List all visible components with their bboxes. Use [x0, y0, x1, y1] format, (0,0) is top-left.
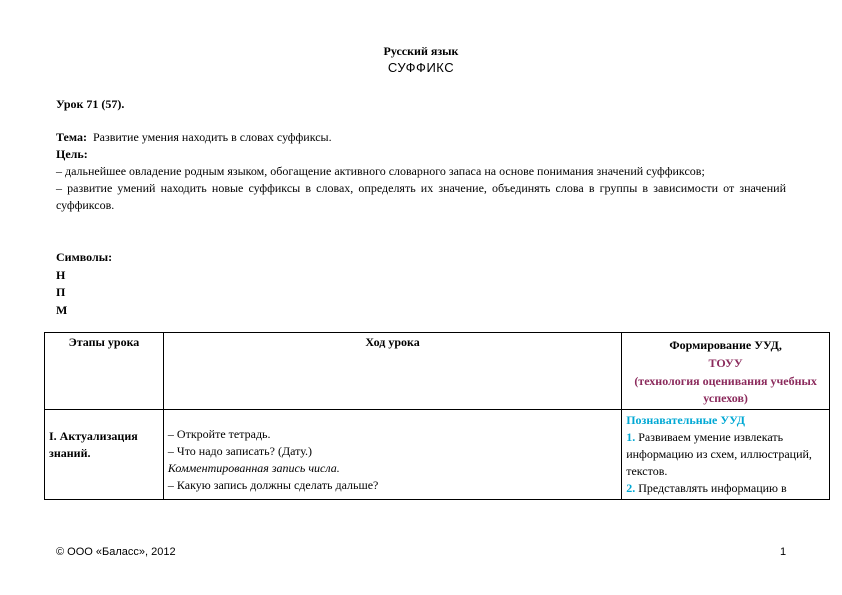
table-row: [45, 410, 830, 500]
course-line-2: – Что надо записать? (Дату.): [167, 444, 313, 458]
subject-title: Русский язык: [383, 44, 459, 58]
symbols-block: [56, 249, 112, 319]
header-toyy: ТОУУ: [708, 356, 743, 370]
uud-item-1: [626, 429, 825, 480]
goal-label: Цель:: [56, 147, 88, 161]
lesson-table: [44, 332, 830, 500]
theme-label: Тема:: [56, 130, 87, 144]
uud-item-1-num: 1.: [626, 430, 636, 444]
title-block: [0, 43, 842, 76]
uud-cell: [622, 410, 830, 500]
goal-item-2: – развитие умений находить новые суффиксы в словах, определять их значение, объединять слова в группы в зависимости от значений суффиксов.: [56, 181, 786, 212]
symbol-n: Н: [56, 267, 66, 282]
theme-value: Развитие умения находить в словах суффиксы.: [92, 130, 332, 144]
header-course: Ход урока: [163, 333, 621, 410]
course-line-1: – Откройте тетрадь.: [167, 427, 271, 441]
uud-item-2-text: Представлять информацию в: [638, 481, 787, 495]
uud-item-2-num: 2.: [626, 481, 636, 495]
symbol-m: М: [56, 302, 68, 317]
header-stages: Этапы урока: [45, 333, 164, 410]
theme-line: [56, 129, 786, 146]
table-header-row: [45, 333, 830, 410]
header-tech: (технология оценивания учебных успехов): [634, 374, 817, 405]
uud-item-1-text: Развиваем умение извлекать информацию из схем, иллюстраций, текстов.: [626, 430, 812, 478]
page-number: 1: [780, 546, 787, 558]
uud-title: Познавательные УУД: [626, 413, 746, 427]
stage-cell: I. Актуализация знаний.: [45, 410, 164, 500]
header-uud-title: Формирование УУД,: [669, 338, 782, 352]
course-line-4: – Какую запись должны сделать дальше?: [167, 478, 379, 492]
topic-title: СУФФИКС: [387, 60, 455, 75]
course-line-3: Комментированная запись числа.: [167, 461, 340, 475]
copyright-footer: © ООО «Баласс», 2012: [56, 546, 176, 558]
lesson-number: Урок 71 (57).: [56, 97, 125, 111]
header-uud: [622, 333, 830, 410]
goal-item-1: – дальнейшее овладение родным языком, обогащение активного словарного запаса на основе понимания значений суффиксов;: [56, 164, 705, 178]
lesson-meta: [56, 129, 786, 214]
course-cell: [163, 410, 621, 500]
symbols-label: Символы:: [56, 250, 113, 264]
symbol-p: П: [56, 285, 66, 299]
uud-item-2: [626, 480, 825, 497]
